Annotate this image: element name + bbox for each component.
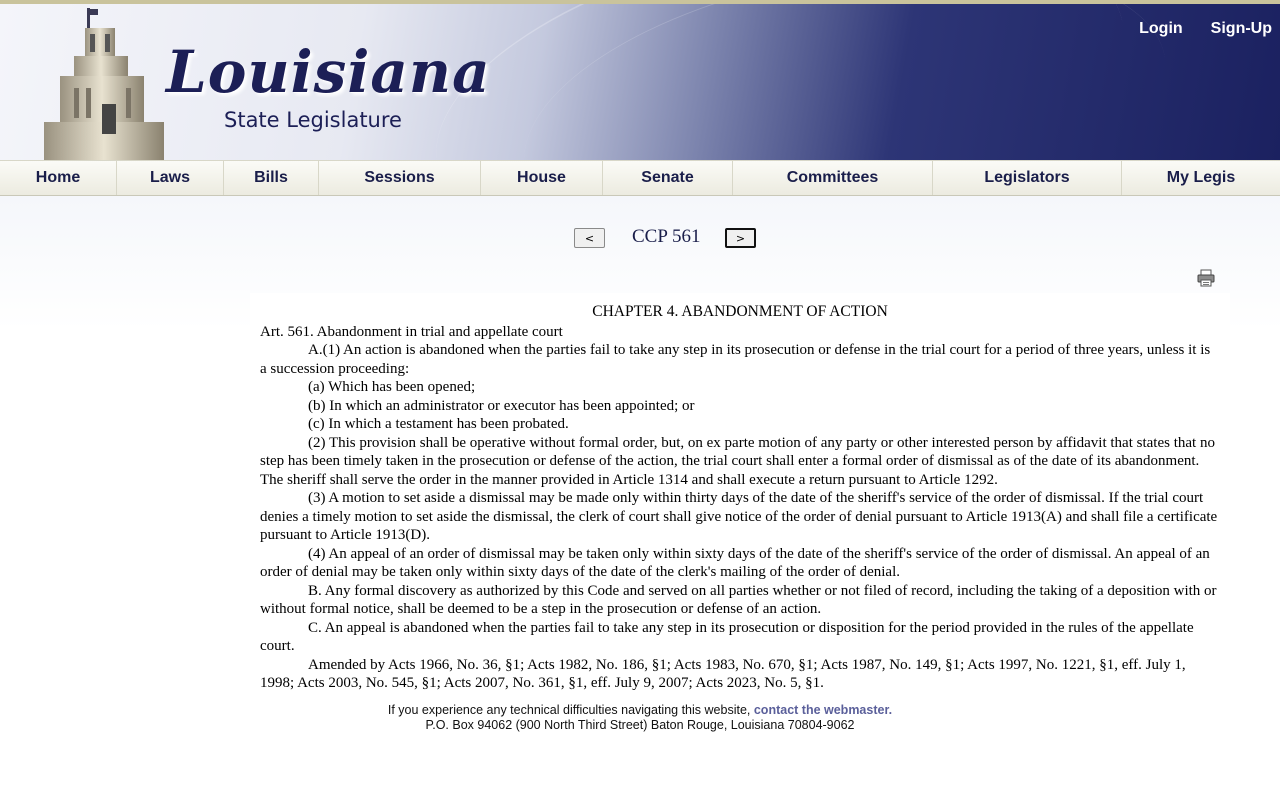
law-paragraph: (b) In which an administrator or executor has been appointed; or xyxy=(308,397,695,414)
nav-item-committees[interactable]: Committees xyxy=(733,161,933,195)
law-paragraph: A.(1) An action is abandoned when the parties fail to take any step in its prosecution or defense in the trial court for a period of three years, unless it is a succession proceeding: xyxy=(260,342,1211,377)
nav-item-legislators[interactable]: Legislators xyxy=(933,161,1122,195)
nav-item-sessions[interactable]: Sessions xyxy=(319,161,481,195)
previous-law-button[interactable]: < xyxy=(574,228,605,248)
history-note: Amended by Acts 1966, No. 36, §1; Acts 1982, No. 186, §1; Acts 1983, No. 670, §1; Acts 1987, No. 149, §1; Acts 1997, No. 1221, §1, eff. July 1, 1998; Acts 2003, No. 545, §1; Acts 2007, No. 361, §1, eff. July 9, 2007; Acts 2023, No. 5, §1. xyxy=(260,656,1186,691)
nav-item-bills[interactable]: Bills xyxy=(224,161,319,195)
next-law-button[interactable]: > xyxy=(725,228,756,248)
capitol-building-icon xyxy=(30,4,180,160)
nav-item-my-legis[interactable]: My Legis xyxy=(1166,169,1236,186)
law-paragraph: (4) An appeal of an order of dismissal may be taken only within sixty days of the date of the sheriff's service of the order of dismissal. An appeal of an order of denial may be taken only within sixty days of the date of the clerk's mailing of the order of denial. xyxy=(260,545,1210,580)
chapter-heading: CHAPTER 4. ABANDONMENT OF ACTION xyxy=(592,303,888,320)
law-paragraph: C. An appeal is abandoned when the parties fail to take any step in its prosecution or disposition for the period provided in the rules of the appellate court. xyxy=(260,619,1194,654)
main-nav xyxy=(0,160,1280,196)
logo-title: Louisiana xyxy=(166,38,491,106)
auth-links xyxy=(1139,20,1272,38)
site-banner xyxy=(0,0,1280,160)
law-citation: CCP 561 xyxy=(632,226,701,247)
footer-line-1 xyxy=(250,703,1030,718)
law-paragraph: B. Any formal discovery as authorized by this Code and served on all parties whether or not filed of record, including the taking of a deposition with or without formal notice, shall be deemed to be a step in the prosecution or defense of an action. xyxy=(260,582,1217,617)
site-footer xyxy=(250,703,1030,733)
footer-help-text: If you experience any technical difficulties navigating this website, xyxy=(387,703,751,717)
login-link[interactable]: Login xyxy=(1139,20,1183,37)
article-title: Art. 561. Abandonment in trial and appellate court xyxy=(260,323,563,340)
law-paragraph: (3) A motion to set aside a dismissal may be made only within thirty days of the date of the sheriff's service of the order of dismissal. If the trial court denies a timely motion to set aside the dismissal, the clerk of court shall give notice of the order of denial pursuant to Article 1913(A) and shall file a certificate pursuant to Article 1913(D). xyxy=(260,490,1218,543)
contact-webmaster-link[interactable]: contact the webmaster. xyxy=(753,703,893,717)
law-paragraph: (a) Which has been opened; xyxy=(308,379,476,395)
printer-icon[interactable] xyxy=(1197,269,1215,287)
footer-address: P.O. Box 94062 (900 North Third Street) Baton Rouge, Louisiana 70804-9062 xyxy=(425,718,855,732)
law-paragraph: (2) This provision shall be operative without formal order, but, on ex parte motion of any party or other interested person by affidavit that states that no step has been timely taken in the prosecution or defense of the action, the trial court shall enter a formal order of dismissal as of the date of its abandonment. The sheriff shall serve the order in the manner provided in Article 1314 and shall execute a return pursuant to Article 1292. xyxy=(260,434,1215,488)
nav-item-home[interactable]: Home xyxy=(0,161,117,195)
law-pager xyxy=(0,222,1280,254)
nav-item-laws[interactable]: Laws xyxy=(117,161,224,195)
law-paragraph: (c) In which a testament has been probated. xyxy=(308,416,569,432)
signup-link[interactable]: Sign-Up xyxy=(1210,20,1272,37)
logo-subtitle: State Legislature xyxy=(224,108,402,132)
law-text xyxy=(250,293,1230,693)
nav-item-house[interactable]: House xyxy=(481,161,603,195)
nav-item-senate[interactable]: Senate xyxy=(603,161,733,195)
